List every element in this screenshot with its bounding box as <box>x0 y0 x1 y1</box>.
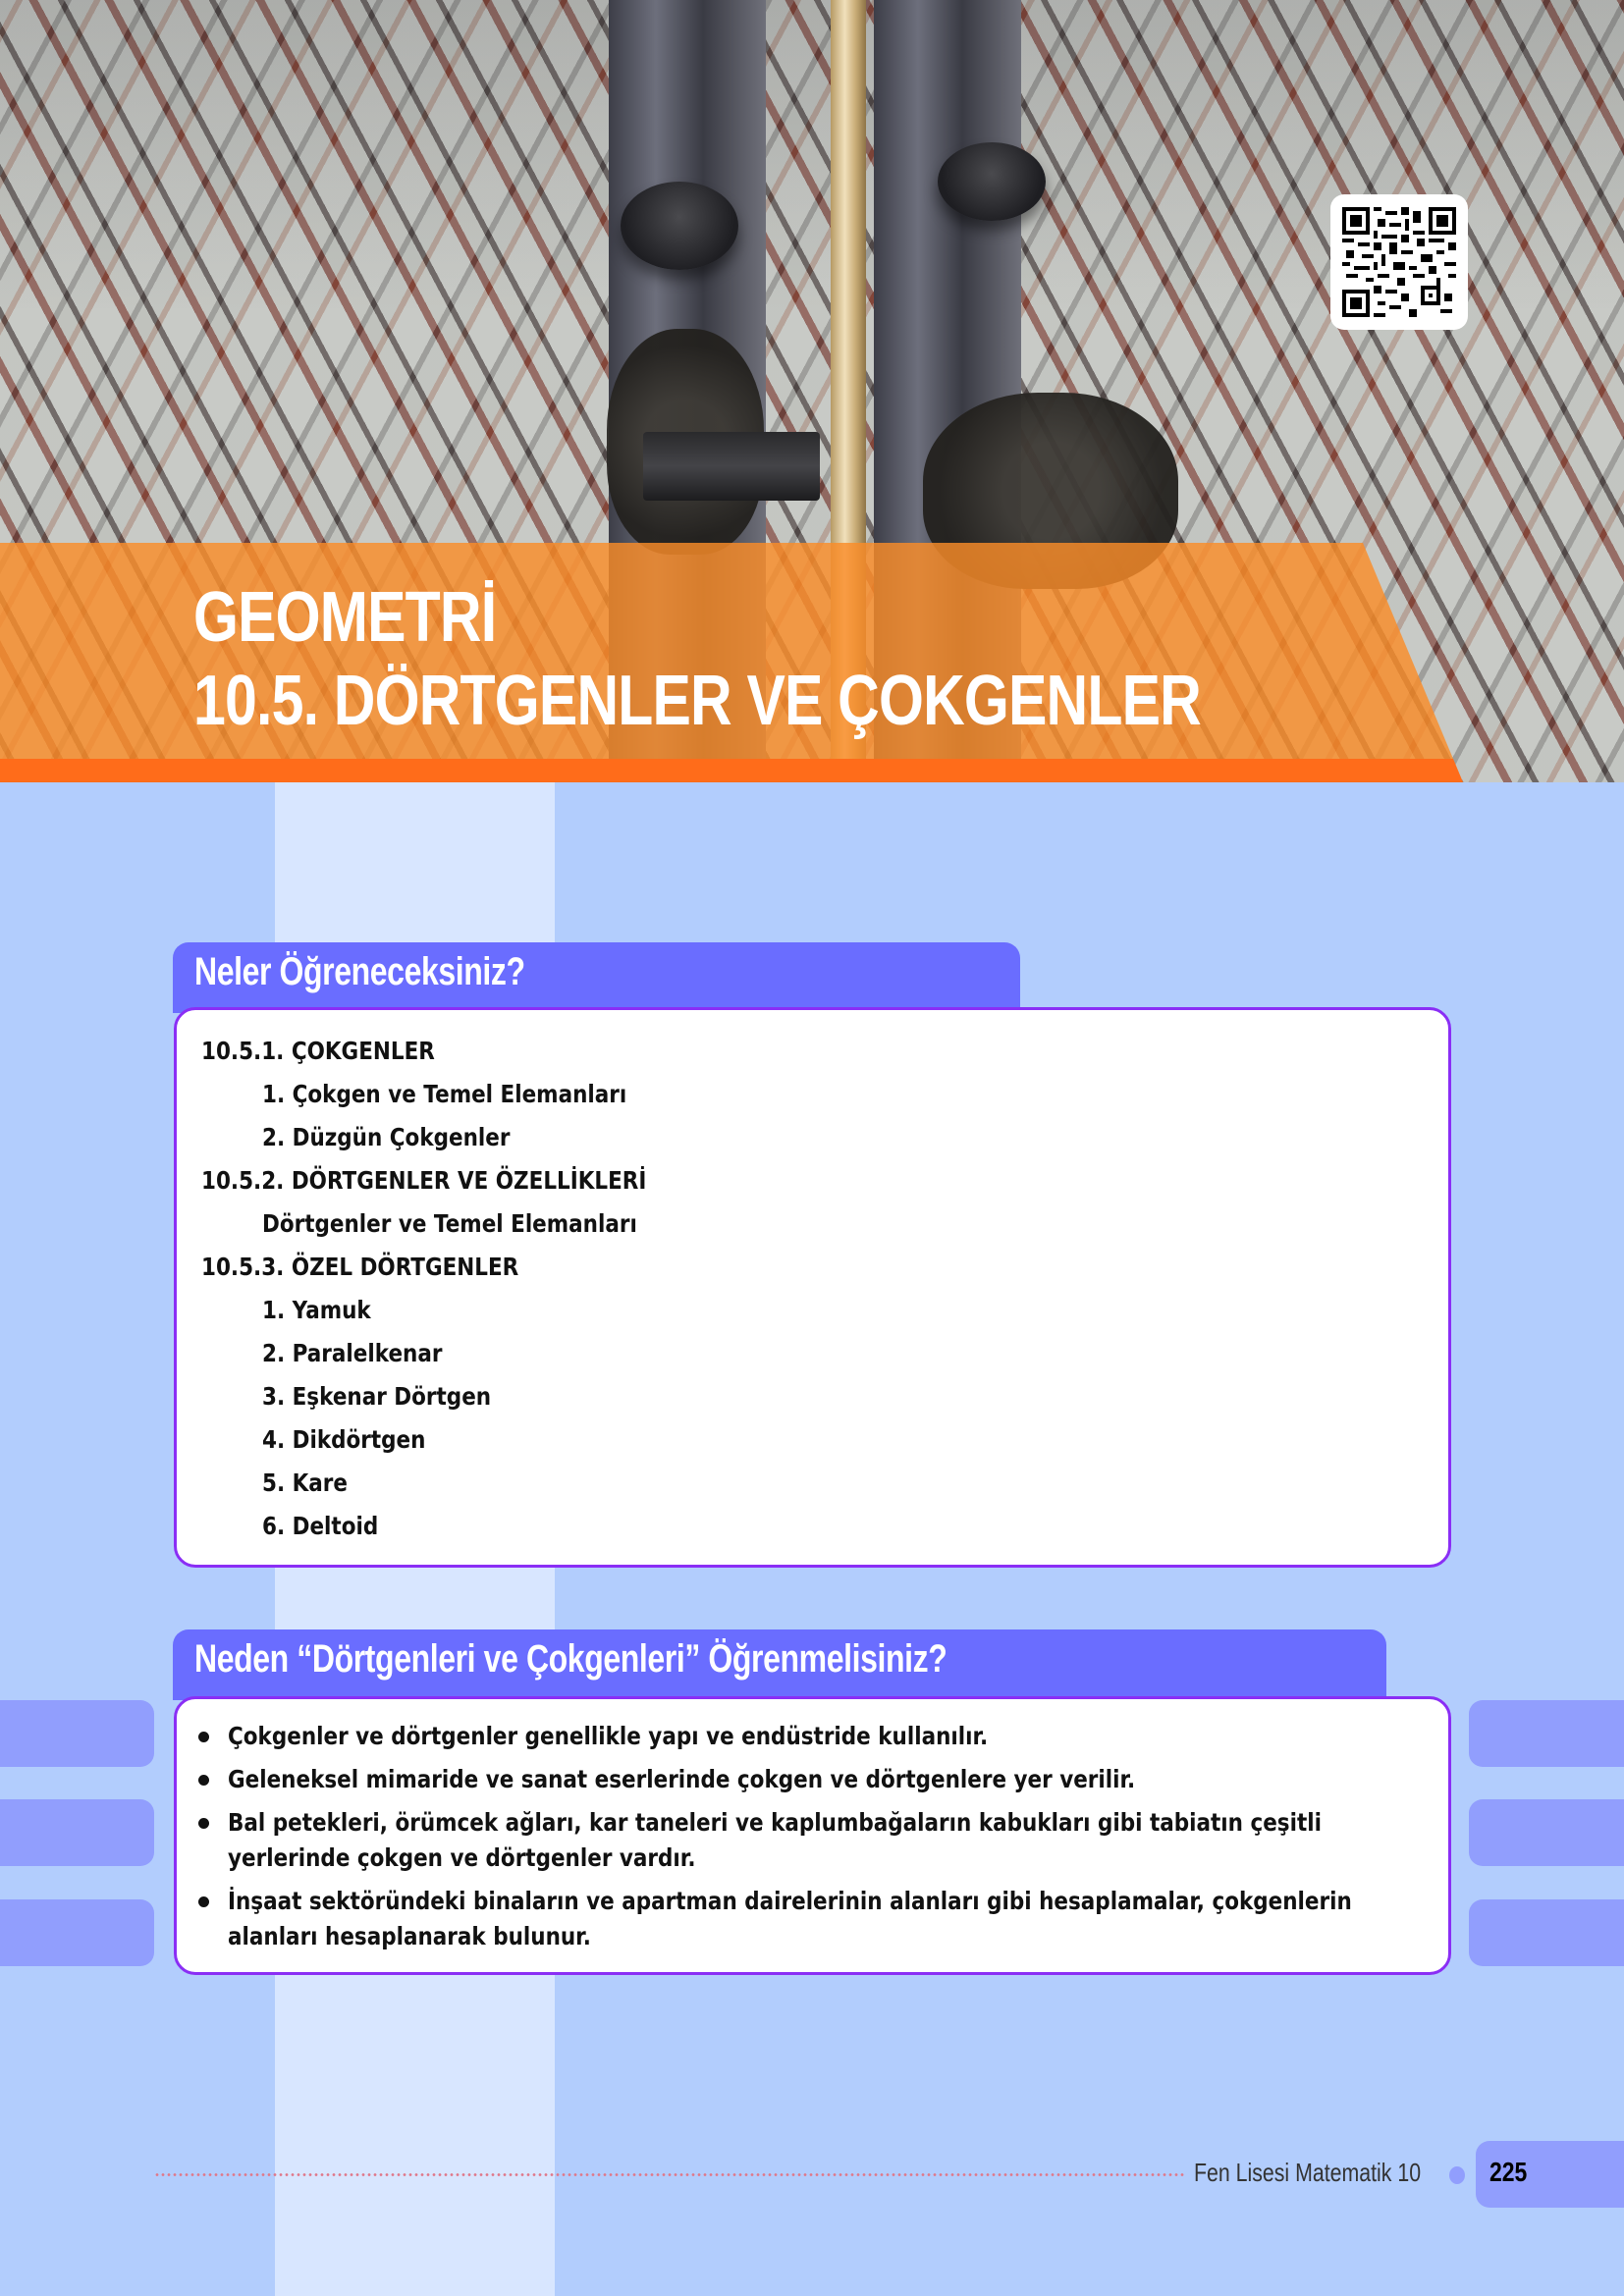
why-box-header <box>173 1629 1386 1700</box>
reason-item: İnşaat sektöründeki binaların ve apartman dairelerinin alanları gibi hesaplamalar, çokgenlerin alanları hesaplanarak bulunur. <box>196 1884 1414 1954</box>
topic-item: 1. Yamuk <box>262 1296 371 1324</box>
unit-title: GEOMETRİ <box>193 578 497 657</box>
footer-book-title: Fen Lisesi Matematik 10 <box>1194 2158 1422 2187</box>
page-number: 225 <box>1489 2157 1528 2187</box>
qr-code-icon[interactable] <box>1330 194 1468 330</box>
door-latch <box>643 432 820 501</box>
chapter-title: 10.5. DÖRTGENLER VE ÇOKGENLER <box>193 662 1201 740</box>
topic-item: 4. Dikdörtgen <box>262 1425 426 1454</box>
why-box <box>174 1696 1451 1975</box>
topic-item: 2. Düzgün Çokgenler <box>262 1123 511 1151</box>
topic-list <box>201 1030 719 1548</box>
topic-item: 6. Deltoid <box>262 1512 379 1540</box>
learn-box-header <box>173 942 1020 1013</box>
bullet-icon <box>198 1818 209 1829</box>
page-number-tab <box>1476 2141 1624 2208</box>
chapter-banner <box>0 543 1624 782</box>
learn-box <box>174 1007 1451 1568</box>
reason-item: Bal petekleri, örümcek ağları, kar taneleri ve kaplumbağaların kabukları gibi tabiatın çeşitli yerlerinde çokgen ve dörtgenler vardır. <box>196 1805 1414 1876</box>
side-tab-right <box>1469 1799 1624 1866</box>
topic-item: 5. Kare <box>262 1468 348 1497</box>
footer-dotted-rule <box>154 2173 1185 2176</box>
door-knob <box>621 182 738 270</box>
topic-item: 2. Paralelkenar <box>262 1339 443 1367</box>
banner-stripe <box>0 759 1624 782</box>
door-knob <box>938 142 1046 221</box>
bullet-icon <box>198 1896 209 1907</box>
reason-list <box>196 1719 1414 1962</box>
topic-section: 10.5.1. ÇOKGENLER <box>201 1037 435 1065</box>
topic-section: 10.5.2. DÖRTGENLER VE ÖZELLİKLERİ <box>201 1166 647 1195</box>
topic-item: 3. Eşkenar Dörtgen <box>262 1382 492 1411</box>
side-tab-right <box>1469 1899 1624 1966</box>
why-box-title: Neden “Dörtgenleri ve Çokgenleri” Öğrenmelisiniz? <box>194 1637 947 1681</box>
topic-item: 1. Çokgen ve Temel Elemanları <box>262 1080 627 1108</box>
reason-item: Geleneksel mimaride ve sanat eserlerinde çokgen ve dörtgenlere yer verilir. <box>196 1762 1414 1797</box>
side-tab-left <box>0 1799 154 1866</box>
side-tab-left <box>0 1899 154 1966</box>
learn-box-title: Neler Öğreneceksiniz? <box>194 950 525 993</box>
side-tab-left <box>0 1700 154 1767</box>
side-tab-right <box>1469 1700 1624 1767</box>
bullet-icon <box>198 1732 209 1742</box>
topic-item: Dörtgenler ve Temel Elemanları <box>262 1209 637 1238</box>
bullet-icon <box>198 1775 209 1786</box>
footer-dot-icon <box>1449 2166 1465 2184</box>
topic-section: 10.5.3. ÖZEL DÖRTGENLER <box>201 1253 519 1281</box>
reason-item: Çokgenler ve dörtgenler genellikle yapı ve endüstride kullanılır. <box>196 1719 1414 1754</box>
